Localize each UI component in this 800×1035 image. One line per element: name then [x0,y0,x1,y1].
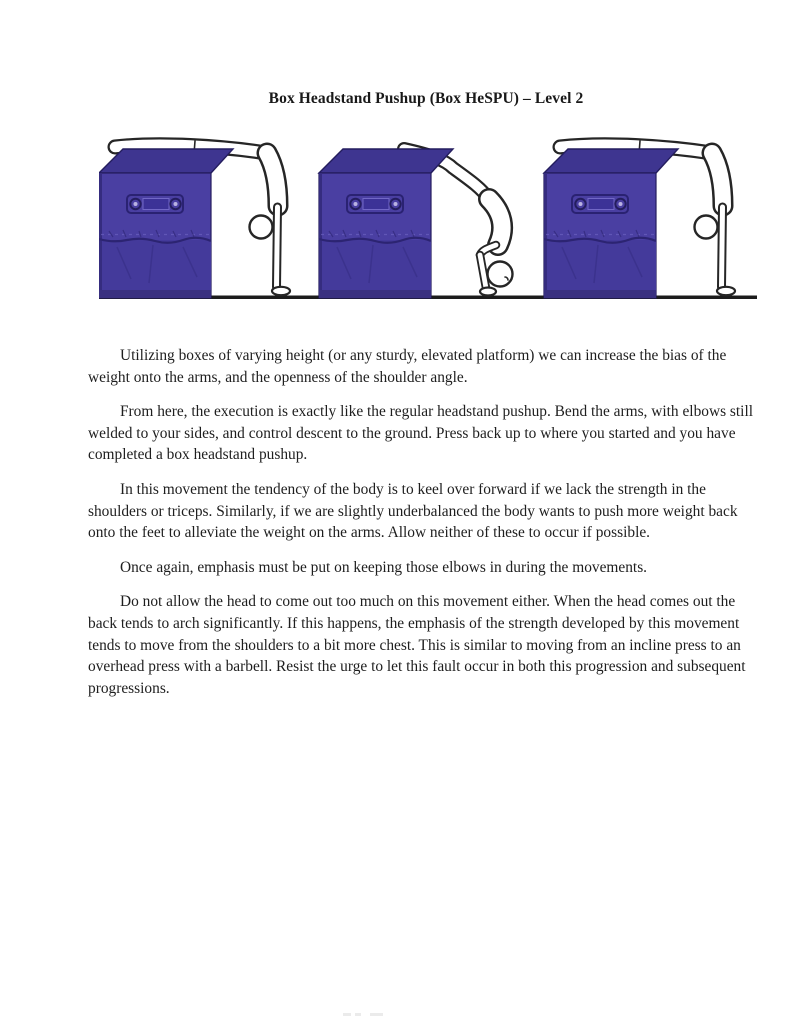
illustration-panel-1 [99,141,290,298]
illustration-panel-3 [544,141,735,298]
exercise-illustration [99,127,759,303]
paragraph-2: From here, the execution is exactly like the regular headstand pushup. Bend the arms, with elbows still welded to your sides, and control descent to the ground. Press back up to where you started and you have completed a box headstand pushup. [88,403,753,464]
page-title: Box Headstand Pushup (Box HeSPU) – Level 2 [268,90,584,107]
paragraph-3: In this movement the tendency of the body is to keel over forward if we lack the strength in the shoulders or triceps. Similarly, if we are slightly underbalanced the body wants to push more weight back onto the feet to alleviate the weight on the arms. Allow neither of these to occur if possible. [88,480,738,542]
paragraph-5: Do not allow the head to come out too much on this movement either. When the head comes out the back tends to arch significantly. If this happens, the emphasis of the strength developed by this movement tends to move from the shoulders to a bit more chest. This is similar to moving from an incline press to an overhead press with a barbell. Resist the urge to let this fault occur in both this progression and subsequent progressions. [88,593,746,697]
footer-remnant [370,1013,383,1016]
paragraph-1: Utilizing boxes of varying height (or any sturdy, elevated platform) we can increase the bias of the weight onto the arms, and the openness of the shoulder angle. [88,347,727,386]
illustration-panel-2 [319,149,513,298]
footer-remnant [343,1013,351,1016]
body-text [88,345,766,712]
footer-remnant [355,1013,361,1016]
paragraph-4: Once again, emphasis must be put on keeping those elbows in during the movements. [120,558,648,576]
